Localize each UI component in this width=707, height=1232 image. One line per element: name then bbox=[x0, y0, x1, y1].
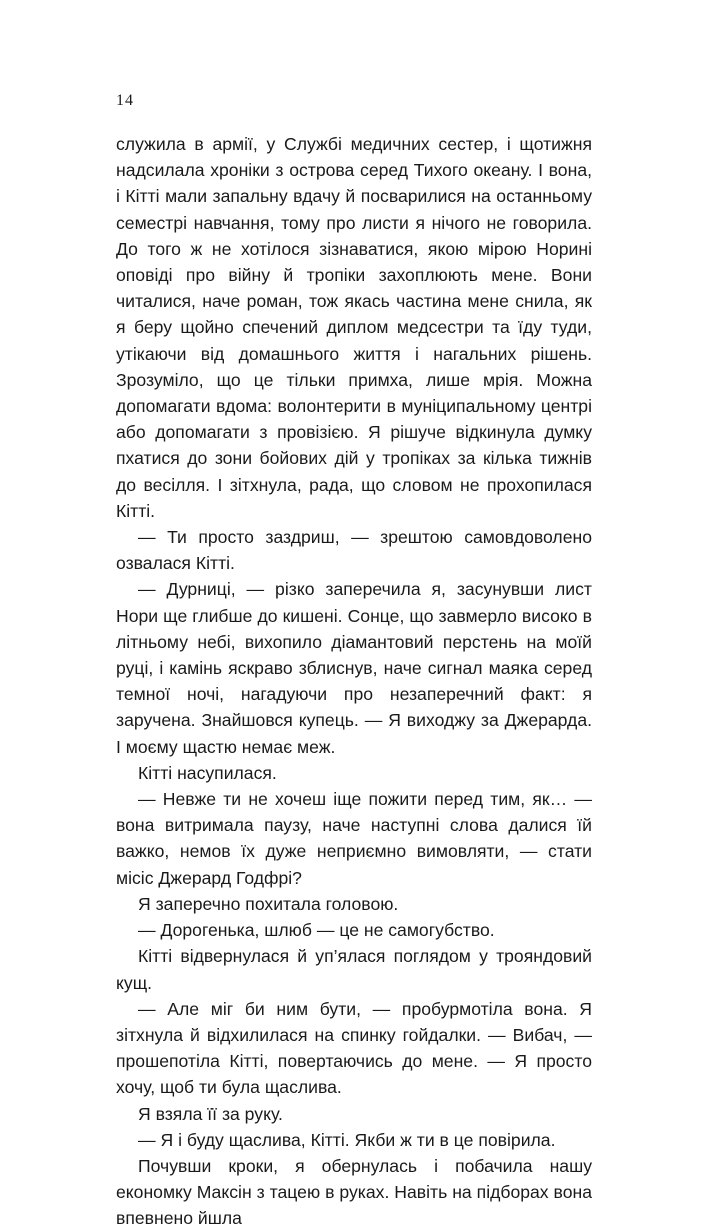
paragraph-narration: Я взяла її за руку. bbox=[138, 1103, 283, 1124]
paragraph-dialogue: — Але міг би ним бути, — пробурмотіла вона. Я зітхнула й відхилилася на спинку гойдалки. — Вибач, — прошепотіла Кітті, повертаючись до мене. — Я просто хочу, щоб ти була щаслива. bbox=[116, 998, 592, 1098]
paragraph-dialogue: — Невже ти не хочеш іще пожити перед тим, як… — вона витримала паузу, наче наступні слова далися їй важко, немов їх дуже неприємно вимовляти, — стати місіс Джерард Годфрі? bbox=[116, 789, 592, 888]
paragraph-dialogue: — Ти просто заздриш, — зрештою самовдоволено озвалася Кітті. bbox=[116, 527, 592, 574]
paragraph-narration: Кітті насупилася. bbox=[138, 762, 277, 783]
paragraph-dialogue: — Я і буду щаслива, Кітті. Якби ж ти в це повірила. bbox=[138, 1129, 556, 1150]
paragraph-narration: Я заперечно похитала головою. bbox=[138, 893, 399, 914]
page-body-text bbox=[116, 131, 592, 1232]
paragraph-continued: служила в армії, у Службі медичних сестер, і щотижня надсилала хроніки з острова серед Тихого океану. І вона, і Кітті мали запальну вдачу й посварилися на останньому семестрі навчання, тому про листи я нічого не говорила. До того ж не хотілося зізнаватися, якою мірою Норині оповіді про війну й тропіки захоплюють мене. Вони читалися, наче роман, тож якась частина мене снила, як я беру щойно спечений диплом медсестри та їду туди, утікаючи від домашнього життя і нагальних рішень. Зрозуміло, що це тільки примха, лише мрія. Можна допомагати вдома: волонтерити в муніципальному центрі або допомагати з провізією. Я рішуче відкинула думку пхатися до зони бойових дій у тропіках за кілька тижнів до весілля. І зітхнула, рада, що словом не прохопилася Кітті. bbox=[116, 134, 592, 521]
paragraph-narration: Почувши кроки, я обернулась і побачила нашу економку Максін з тацею в руках. Навіть на підборах вона впевнено йшла bbox=[116, 1155, 592, 1229]
page-number: 14 bbox=[116, 92, 134, 109]
paragraph-dialogue: — Дурниці, — різко заперечила я, засунувши лист Нори ще глибше до кишені. Сонце, що завмерло високо в літньому небі, вихопило діамантовий перстень на моїй руці, і камінь яскраво зблиснув, наче сигнал маяка серед темної ночі, нагадуючи про незаперечний факт: я заручена. Знайшовся купець. — Я виходжу за Джерарда. І моєму щастю немає меж. bbox=[116, 579, 592, 757]
paragraph-narration: Кітті відвернулася й уп’ялася поглядом у трояндовий кущ. bbox=[116, 946, 592, 993]
paragraph-dialogue: — Дорогенька, шлюб — це не самогубство. bbox=[138, 920, 495, 941]
